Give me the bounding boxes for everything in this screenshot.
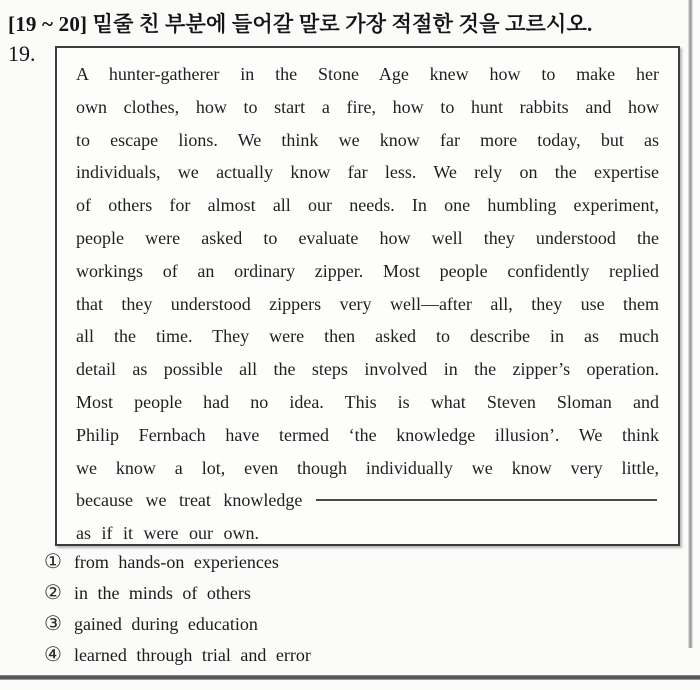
passage-line: detail as possible all the steps involved in the zipper’s operation. — [76, 359, 659, 380]
passage-line: workings of an ordinary zipper. Most people confidently replied — [76, 260, 659, 281]
choice-4-marker: ④ — [44, 644, 62, 666]
passage-closing-line: as if it were our own. — [76, 523, 259, 544]
blank-line-prefix: because we treat knowledge — [76, 490, 303, 511]
passage-line: A hunter-gatherer in the Stone Age knew how to make her — [76, 64, 659, 84]
passage-line: to escape lions. We think we know far more today, but as — [76, 129, 659, 150]
bottom-divider-rule — [0, 675, 700, 680]
column-divider-rule — [688, 0, 693, 648]
choice-3-marker: ③ — [44, 613, 62, 635]
choice-1-marker: ① — [44, 551, 62, 573]
choice-4[interactable] — [44, 645, 664, 676]
passage-line: of others for almost all our needs. In one humbling experiment, — [76, 195, 659, 216]
choice-2[interactable] — [44, 583, 664, 614]
passage-line: individuals, we actually know far less. We rely on the expertise — [76, 162, 659, 183]
section-instruction: [19 ~ 20] 밑줄 친 부분에 들어갈 말로 가장 적절한 것을 고르시오. — [8, 12, 593, 36]
passage-blank-line — [76, 484, 659, 517]
choice-4-label: learned through trial and error — [73, 645, 311, 665]
choice-1-label: from hands-on experiences — [73, 552, 279, 572]
passage-line: Most people had no idea. This is what Steven Sloman and — [76, 391, 659, 412]
answer-choices — [44, 552, 664, 676]
passage-line: own clothes, how to start a fire, how to hunt rabbits and how — [76, 96, 659, 117]
fill-in-blank-underline — [316, 499, 657, 501]
choice-2-label: in the minds of others — [73, 583, 251, 603]
passage-line: people were asked to evaluate how well they understood the — [76, 227, 659, 248]
choice-3[interactable] — [44, 614, 664, 645]
passage-line: that they understood zippers very well—after all, they use them — [76, 293, 659, 314]
question-number: 19. — [8, 41, 36, 66]
passage-box — [55, 46, 680, 546]
passage-line: all the time. They were then asked to describe in as much — [76, 326, 659, 347]
choice-2-marker: ② — [44, 582, 62, 604]
choice-1[interactable] — [44, 552, 664, 583]
choice-3-label: gained during education — [73, 614, 258, 634]
passage-line: we know a lot, even though individually we know very little, — [76, 457, 659, 478]
passage-line: Philip Fernbach have termed ‘the knowledge illusion’. We think — [76, 424, 659, 445]
